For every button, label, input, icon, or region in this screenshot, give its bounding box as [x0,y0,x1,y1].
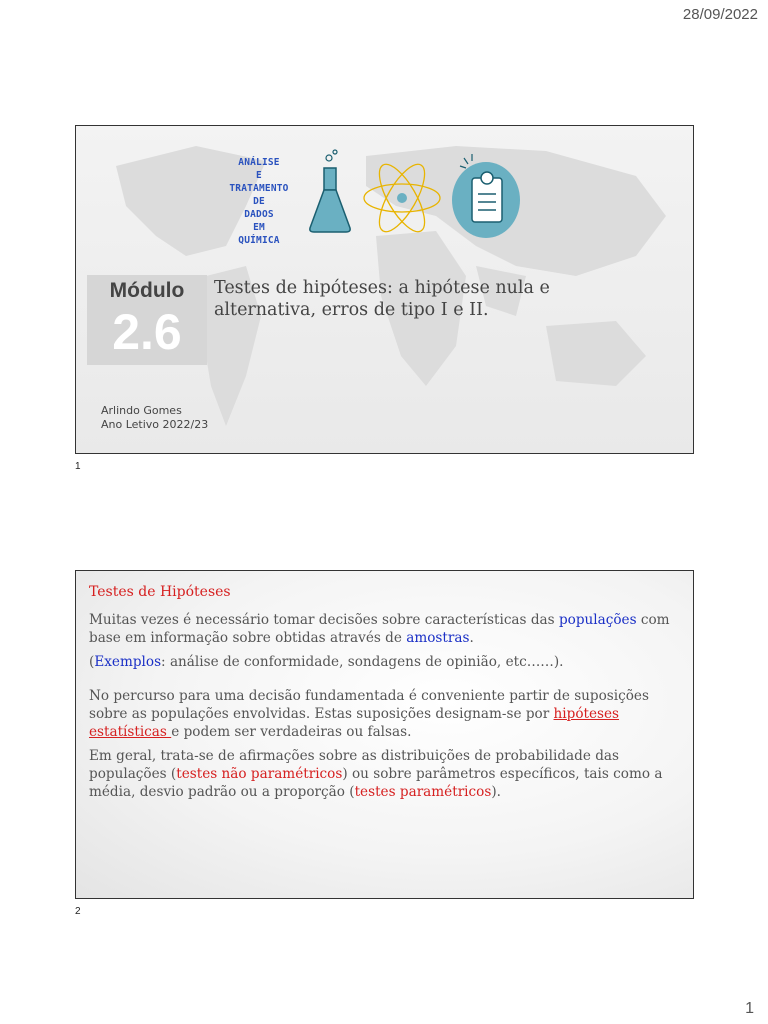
text: ( [89,654,95,670]
chemistry-icons [304,148,534,243]
module-number: 2.6 [112,304,182,360]
atom-icon [364,158,440,238]
logo-line: DE [253,196,265,207]
slide-2-body [89,611,684,807]
text: No percurso para uma decisão fundamentada é conveniente partir de suposições sobre as populações envolvidas. Estas suposições designam-se por [89,688,649,722]
logo-line: QUÍMICA [238,235,280,246]
highlight-populacoes: populações [558,612,637,628]
logo-line: DADOS [244,209,274,220]
author-name: Arlindo Gomes [101,404,182,417]
logo-line: ANÁLISE [238,157,280,168]
document-date: 28/09/2022 [682,6,758,23]
slide-1-title: Testes de hipóteses: a hipótese nula e alternativa, erros de tipo I e II. [214,278,550,320]
paragraph-general [89,747,684,801]
text: : análise de conformidade, sondagens de opinião, etc……). [161,654,564,670]
module-label: Módulo [109,279,185,302]
highlight-exemplos: Exemplos [94,654,162,670]
text: . [469,630,474,646]
text: Muitas vezes é necessário tomar decisões sobre características das [89,612,559,628]
paragraph-intro [89,611,684,647]
course-logo-text [214,156,304,247]
text: e podem ser verdadeiras ou falsas. [171,724,412,740]
text: Em geral, trata-se de afirmações sobre as distribuições de probabilidade das populações ( [89,748,619,782]
slide-2-number: 2 [75,906,81,917]
slide-1 [75,125,694,454]
flask-icon [310,150,350,232]
logo-line: TRATAMENTO [229,183,289,194]
page-number: 1 [745,1000,754,1017]
text: ) ou sobre parâmetros específicos, tais como a média, desvio padrão ou a proporção ( [89,766,663,800]
text: com base em informação sobre obtidas através de [89,612,670,646]
text: ). [491,784,501,800]
highlight-amostras: amostras [406,630,470,646]
highlight-testes-nao-parametricos: testes não paramétricos [176,766,343,782]
school-year: Ano Letivo 2022/23 [101,418,209,431]
logo-line: EM [253,222,265,233]
paragraph-hypotheses [89,687,684,741]
slide-1-number: 1 [75,461,81,472]
slide-2 [75,570,694,899]
highlight-testes-parametricos: testes paramétricos [354,784,492,800]
module-badge [87,275,207,365]
slide-2-title: Testes de Hipóteses [89,584,231,600]
author-info [101,404,208,432]
logo-line: E [256,170,262,181]
clipboard-icon [452,154,520,238]
highlight-hipoteses-estatisticas: hipóteses estatísticas [89,706,620,740]
paragraph-examples [89,653,684,671]
